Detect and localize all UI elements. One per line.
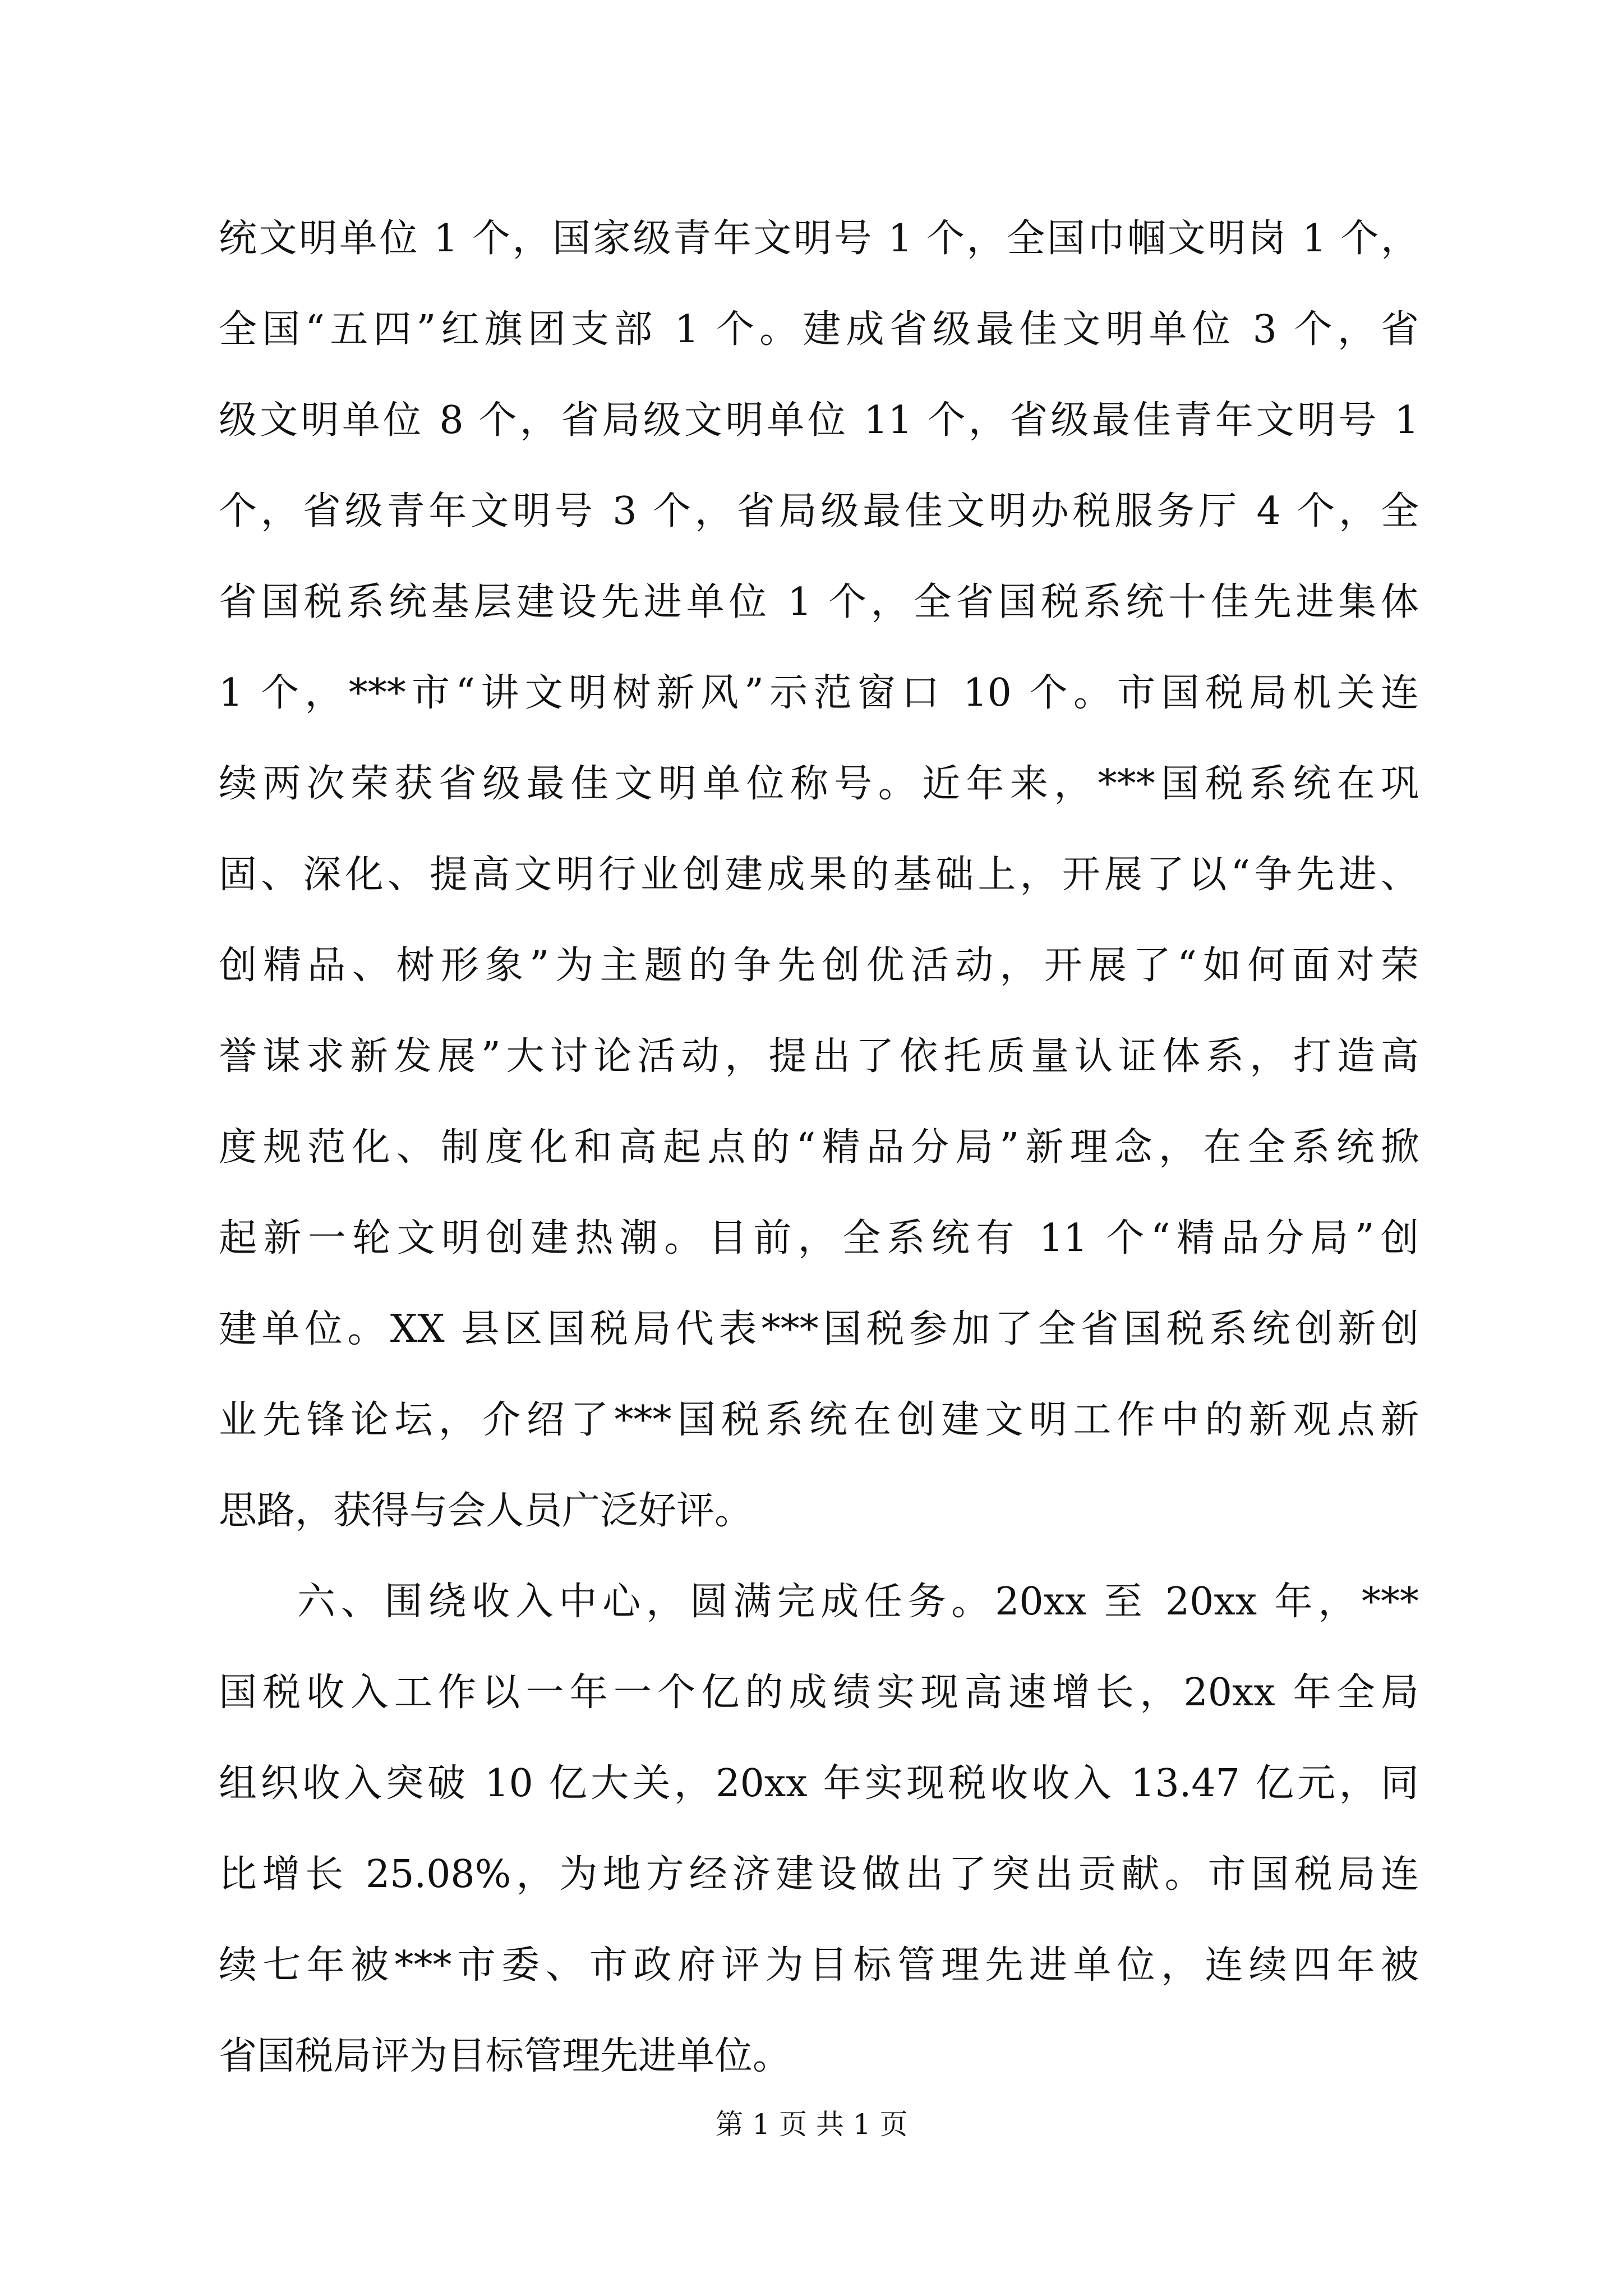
body-line: 誉谋求新发展”大讨论活动，提出了依托质量认证体系，打造高 (219, 1034, 1419, 1079)
body-line: 起新一轮文明创建热潮。目前，全系统有 11 个“精品分局”创 (219, 1216, 1419, 1260)
body-line: 全国“五四”红旗团支部 1 个。建成省级最佳文明单位 3 个，省 (219, 307, 1419, 352)
body-line: 1 个，***市“讲文明树新风”示范窗口 10 个。市国税局机关连 (219, 671, 1419, 715)
body-line: 组织收入突破 10 亿大关，20xx 年实现税收收入 13.47 亿元，同 (219, 1761, 1419, 1806)
body-line: 度规范化、制度化和高起点的“精品分局”新理念，在全系统掀 (219, 1125, 1419, 1170)
body-line: 省国税局评为目标管理先进单位。 (219, 2034, 791, 2078)
page-footer: 第 1 页 共 1 页 (715, 2108, 908, 2141)
body-line: 创精品、树形象”为主题的争先创优活动，开展了“如何面对荣 (219, 944, 1419, 988)
body-line: 比增长 25.08%，为地方经济建设做出了突出贡献。市国税局连 (219, 1852, 1419, 1897)
body-line: 业先锋论坛，介绍了***国税系统在创建文明工作中的新观点新 (219, 1398, 1419, 1442)
body-line: 建单位。XX 县区国税局代表***国税参加了全省国税系统创新创 (219, 1307, 1419, 1351)
body-line: 统文明单位 1 个，国家级青年文明号 1 个，全国巾帼文明岗 1 个， (219, 217, 1419, 261)
body-line: 国税收入工作以一年一个亿的成绩实现高速增长，20xx 年全局 (219, 1671, 1419, 1715)
body-line: 固、深化、提高文明行业创建成果的基础上，开展了以“争先进、 (219, 853, 1419, 897)
paragraph-first-line: 六、围绕收入中心，圆满完成任务。20xx 至 20xx 年，*** (297, 1580, 1419, 1624)
body-line: 个，省级青年文明号 3 个，省局级最佳文明办税服务厅 4 个，全 (219, 489, 1419, 533)
body-line: 思路，获得与会人员广泛好评。 (219, 1489, 753, 1533)
body-line: 续两次荣获省级最佳文明单位称号。近年来，***国税系统在巩 (219, 762, 1419, 806)
body-line: 级文明单位 8 个，省局级文明单位 11 个，省级最佳青年文明号 1 (219, 398, 1419, 443)
body-line: 省国税系统基层建设先进单位 1 个，全省国税系统十佳先进集体 (219, 580, 1419, 624)
body-line: 续七年被***市委、市政府评为目标管理先进单位，连续四年被 (219, 1943, 1419, 1987)
